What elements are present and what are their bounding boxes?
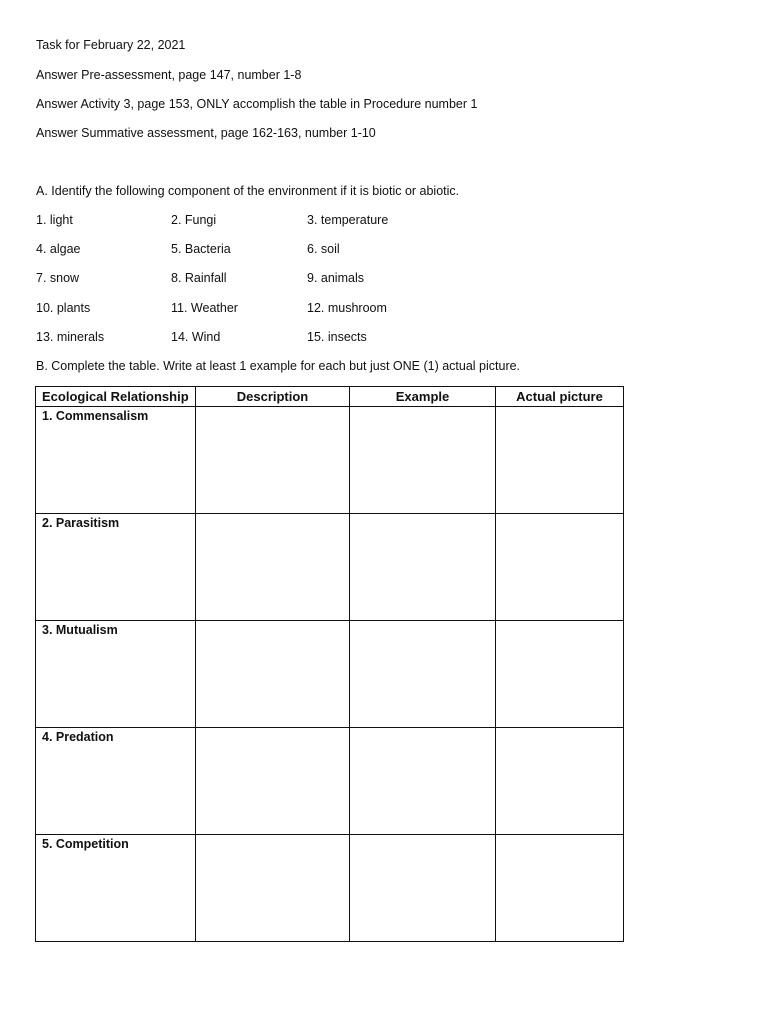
description-cell xyxy=(196,621,350,728)
column-header: Actual picture xyxy=(496,387,624,407)
header-line-3: Answer Activity 3, page 153, ONLY accomplish the table in Procedure number 1 xyxy=(36,97,478,111)
section-b-instruction: B. Complete the table. Write at least 1 example for each but just ONE (1) actual picture. xyxy=(36,359,521,373)
item: 5. Bacteria xyxy=(171,242,231,256)
column-header: Ecological Relationship xyxy=(36,387,196,407)
item: 9. animals xyxy=(307,271,364,285)
description-cell xyxy=(196,728,350,835)
item: 7. snow xyxy=(36,271,80,285)
relationship-name: 3. Mutualism xyxy=(36,621,196,728)
description-cell xyxy=(196,514,350,621)
table-row xyxy=(36,407,624,514)
description-cell xyxy=(196,407,350,514)
relationship-name: 2. Parasitism xyxy=(36,514,196,621)
example-cell xyxy=(350,514,496,621)
picture-cell xyxy=(496,514,624,621)
item: 13. minerals xyxy=(36,330,105,344)
ecological-relationship-table xyxy=(35,386,624,942)
relationship-name: 1. Commensalism xyxy=(36,407,196,514)
item: 15. insects xyxy=(307,330,367,344)
description-cell xyxy=(196,835,350,942)
table-header-row xyxy=(36,387,624,407)
header-line-2: Answer Pre-assessment, page 147, number 1-8 xyxy=(36,68,302,82)
table-row xyxy=(36,835,624,942)
item: 4. algae xyxy=(36,242,81,256)
item: 10. plants xyxy=(36,301,91,315)
example-cell xyxy=(350,621,496,728)
item: 12. mushroom xyxy=(307,301,387,315)
item: 11. Weather xyxy=(171,301,238,315)
section-a-instruction: A. Identify the following component of the environment if it is biotic or abiotic. xyxy=(36,184,460,198)
item: 2. Fungi xyxy=(171,213,217,227)
item: 8. Rainfall xyxy=(171,271,227,285)
relationship-name: 4. Predation xyxy=(36,728,196,835)
column-header: Example xyxy=(350,387,496,407)
picture-cell xyxy=(496,407,624,514)
example-cell xyxy=(350,728,496,835)
example-cell xyxy=(350,835,496,942)
item: 3. temperature xyxy=(307,213,389,227)
relationship-name: 5. Competition xyxy=(36,835,196,942)
table-row xyxy=(36,728,624,835)
example-cell xyxy=(350,407,496,514)
header-line-4: Answer Summative assessment, page 162-163, number 1-10 xyxy=(36,126,376,140)
picture-cell xyxy=(496,835,624,942)
table-row xyxy=(36,621,624,728)
column-header: Description xyxy=(196,387,350,407)
header-line-1: Task for February 22, 2021 xyxy=(36,38,186,52)
picture-cell xyxy=(496,728,624,835)
item: 1. light xyxy=(36,213,73,227)
picture-cell xyxy=(496,621,624,728)
table-row xyxy=(36,514,624,621)
item: 6. soil xyxy=(307,242,340,256)
item: 14. Wind xyxy=(171,330,221,344)
